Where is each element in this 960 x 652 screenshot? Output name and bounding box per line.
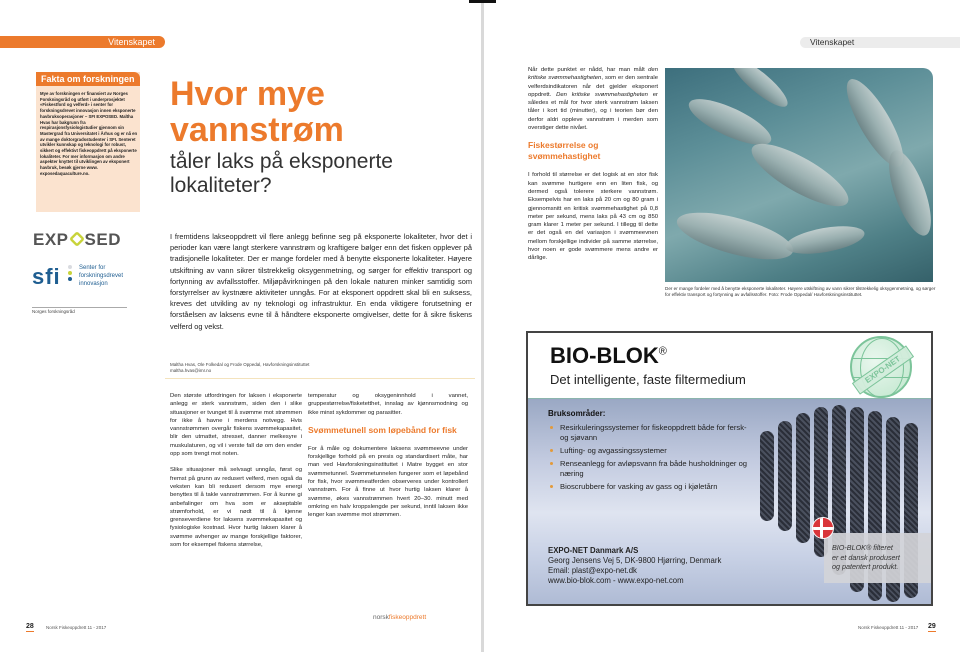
ad-body xyxy=(528,399,931,606)
section-label: Vitenskapet xyxy=(810,37,855,47)
ad-title-text: BIO-BLOK xyxy=(550,343,659,368)
contact-email[interactable]: Email: plast@expo-net.dk xyxy=(548,566,637,575)
page-footer-left: Norsk Fiskeoppdrett 11 - 2017 xyxy=(46,625,107,630)
badge-line: og patentert produkt. xyxy=(832,562,899,571)
scan-edge-mark xyxy=(469,0,496,3)
danish-product-badge xyxy=(824,533,933,583)
text-run: , som er den sentrale velferdsindikatoren når det gjelder eksponert oppdrett. xyxy=(528,75,658,98)
lead-paragraph: I fremtidens lakseoppdrett vil flere anlegg befinne seg på eksponerte lokaliteter, hvor det i perioder kan være langt sterkere vannstrøm og kraftigere bølger enn det fisken opplever på tradisjonelle lokaliteter. Der er mange fordeler med å benytte eksponerte lokaliteter. Høyere utskiftning av vann sikrer tilstrekkelig oksygenmetning, og sørger for effektiv transport og fortynning av avfallsstoffer. Miljøpåvirkningen på den lokale naturen minker samtidig som forstyrrelser av kystnære aktiviteter unngås. For at eksponert oppdrett skal bli en suksess, kreves det utvikling av ny teknologi og infrastruktur. En enda viktigere forutsetning er forståelsen av laksens evne til å håndtere eksponerte omgivelser, dette for å sikre fiskens velferd og vekst. xyxy=(170,232,472,331)
body-paragraph xyxy=(528,66,658,132)
body-column-1 xyxy=(170,392,302,557)
bio-blok-advertisement[interactable] xyxy=(526,331,933,606)
danish-flag-icon xyxy=(812,517,834,539)
footer-brand-part2: fiskeoppdrett xyxy=(388,614,427,621)
headline-line-2: vannstrøm xyxy=(170,111,344,149)
section-label: Vitenskapet xyxy=(108,37,155,47)
registered-mark: ® xyxy=(658,345,667,358)
exposed-hexagon-icon xyxy=(69,231,85,247)
sfi-mark: sfi xyxy=(32,264,61,289)
ad-header xyxy=(528,333,931,399)
filter-tube xyxy=(760,431,774,521)
badge-text xyxy=(832,543,900,572)
sfi-subtitle: Norges forskningsråd xyxy=(32,309,75,314)
use-item: Bioscrubbere for vasking av gass og i kjøletårn xyxy=(548,482,748,492)
text-run: Når dette punktet er nådd, har man målt xyxy=(528,67,649,73)
text-run: er således et mål for hvor sterk vannstrøm laksen tåler i kort tid (minutter), og i teorien bør den derfor aldri oppleve vannstrøm i merden som overstiger dette nivået. xyxy=(528,91,659,132)
body-column-3 xyxy=(528,66,658,271)
photo-caption: Der er mange fordeler med å benytte eksponerte lokaliteter. Høyere utskiftning av vann sikrer tilstrekkelig oksygenmetning, og sørger for effektiv transport og fortynning av avfallsstoffer. Foto: Frode Oppedal/ Havforskningsinstituttet. xyxy=(665,286,936,297)
page-number-right: 29 xyxy=(928,623,936,630)
use-item: Resirkuleringssystemer for fiskeoppdrett både for fersk- og sjøvann xyxy=(548,423,748,443)
body-paragraph: Slike situasjoner må selvsagt unngås, først og fremst på grunn av redusert velferd, men også da veksten kan bli redusert dersom mye energi benyttes til å takle vannstrømmen. For å kunne gi anbefalinger om hva som er akseptable strømforhold, er vi nødt til å kjenne grenseverdiene for laksens svømmekapasitet og fysiologiske kostnad. Hvor hurtig laksen klarer å svømme avhenger av mange forskjellige faktorer, som for eksempel fiskens størrelse, xyxy=(170,467,302,549)
article-headline xyxy=(170,76,470,198)
fact-box xyxy=(36,72,140,212)
emphasis-text: den kritiske svømmehastigheten xyxy=(528,67,658,82)
section-banner-left xyxy=(0,36,165,48)
filter-tube xyxy=(778,421,792,531)
footer-brand-logo xyxy=(373,614,426,621)
use-item: Renseanlegg for avløpsvann fra både husholdninger og næring xyxy=(548,459,748,479)
byline-authors: Maltha Hvas, Ole Folkedal og Frode Oppedal, Havforskningsinstituttet xyxy=(170,362,310,367)
ad-subtitle: Det intelligente, faste filtermedium xyxy=(550,372,746,387)
byline-email[interactable]: maltha.hvas@imr.no xyxy=(170,368,212,373)
page-number-left: 28 xyxy=(26,623,34,630)
page-footer-right: Norsk Fiskeoppdrett 11 - 2017 xyxy=(858,625,919,630)
ad-title xyxy=(550,343,667,369)
contact-company: EXPO-NET Danmark A/S xyxy=(548,546,639,555)
badge-line: BIO-BLOK® filteret xyxy=(832,543,893,552)
body-paragraph: I forhold til størrelse er det logisk at en stor fisk kan svømme hurtigere enn en liten fisk, og dermed også tolerere sterkere vannstrøm. Eksempelvis har en laks på 20 cm og 80 gram i gjennomsnitt en kritisk svømmehastighet på 0,8 meter per sekund, mens laks på 43 cm og 850 gram klarer 1 meter per sekund. I tillegg til dette er det også en del variasjon i svømmeevnen mellom forskjellige individer på samme størrelse, hvor noen er gode svømmere mens andre er dårlige. xyxy=(528,172,658,262)
subheading: Svømmetunell som løpebånd for fisk xyxy=(308,424,457,435)
uses-list xyxy=(548,423,748,495)
subheading: Fiskestørrelse og svømmehastighet xyxy=(528,140,601,162)
use-item: Lufting- og avgassingssystemer xyxy=(548,446,748,456)
uses-heading: Bruksområder: xyxy=(548,409,606,418)
headline-subtitle: tåler laks på eksponerte lokaliteter? xyxy=(170,150,393,197)
fish-shape xyxy=(881,146,933,241)
sfi-text-line: innovasjon xyxy=(79,281,108,287)
body-paragraph: temperatur og oksygeninnhold i vannet, gruppestørrelse/fisketetthet, innslag av kjønnsmodning og ikke minst sykdommer og parasitter. xyxy=(308,393,468,416)
badge-line: er et dansk produsert xyxy=(832,552,900,562)
headline-line-1: Hvor mye xyxy=(170,75,325,113)
exposed-logo-text-start: EXP xyxy=(33,230,69,249)
contact-web[interactable]: www.bio-blok.com - www.expo-net.com xyxy=(548,576,684,585)
sfi-text xyxy=(79,264,123,288)
fish-shape xyxy=(672,203,797,269)
body-column-2 xyxy=(308,392,468,528)
byline xyxy=(170,362,472,374)
section-divider xyxy=(165,378,475,379)
section-banner-right xyxy=(800,37,960,48)
fact-box-text: Mye av forskningen er finansiert av Norges Forskningsråd og utført i underprosjektet «Fiskestford og velferd» i senter for forskningsdrevet innovasjon innen eksponerte havbruksoperasjoner – SFI EXPOSED. Maltha Hvas har bakgrunn fra respirasjonsfysiologistudier gjennom sin Mastergrad fra Universitatet i Århus og er nå en av mange doktorgradsstudenter i SFI. Senteret utvikler kunnskap og teknologi for robust, sikkert og effektivt fiskeoppdrett på eksponerte lokaliteter. For mer informasjon om andre aspekter knyttet til utviklingen av eksponert havbruk, besøk gjerne www. exposedaquaculture.no. xyxy=(40,91,138,176)
sfi-dots-icon xyxy=(68,265,76,285)
body-paragraph: Den største utfordringen for laksen i eksponerte anlegg er sterk vannstrøm, siden den i slike situasjoner er tvunget til å svømme mot strømmen for ikke å havne i merdens notvegg. Hvis vannstrømmen overgår fiskens svømmekapasitet, blir den utmattet, stresset, danner melkesyre i muskulaturen, og vil i verste fall dø om den ender opp som trengt mot noten. xyxy=(170,393,302,458)
page-gutter xyxy=(481,0,484,652)
sfi-divider xyxy=(32,307,127,308)
fish-shape xyxy=(744,133,856,217)
exposed-logo-text-end: SED xyxy=(84,230,121,249)
contact-address: Georg Jensens Vej 5, DK-9800 Hjørring, Denmark xyxy=(548,556,722,565)
fact-box-title: Fakta om forskningen xyxy=(36,72,140,86)
emphasis-text: Den kritiske svømmehastigheten xyxy=(556,91,648,98)
body-paragraph: For å måle og dokumentere laksens svømmeevne under forskjellige forhold på en presis og standardisert måte, har man ved Havforskningsinstituttet i Matre bygget en stor svømmetunnel. Svømmetunnelen fungerer som et løpebånd for fisk, hvor svømmeatferden observeres under kontrollert vannstrøm. For å finne ut hvor hurtig laksen klarer å svømme, økes vannstrømmen hvert 20–30. minutt med omkring en halv kroppslengde per sekund, inntil laksen ikke lenger kan svømme mot strømmen. xyxy=(308,445,468,519)
footer-brand-part1: norsk xyxy=(373,614,389,621)
exposed-logo xyxy=(33,230,121,250)
sfi-text-line: forskningsdrevet xyxy=(79,273,124,279)
fish-shape xyxy=(727,68,793,113)
sfi-text-line: Senter for xyxy=(79,265,106,271)
filter-tube xyxy=(796,413,810,543)
expo-net-globe-label: EXPO-NET xyxy=(852,345,914,394)
salmon-photo xyxy=(665,68,933,282)
ad-contact xyxy=(548,546,721,586)
fish-shape xyxy=(784,221,867,259)
sfi-logo xyxy=(32,262,132,312)
